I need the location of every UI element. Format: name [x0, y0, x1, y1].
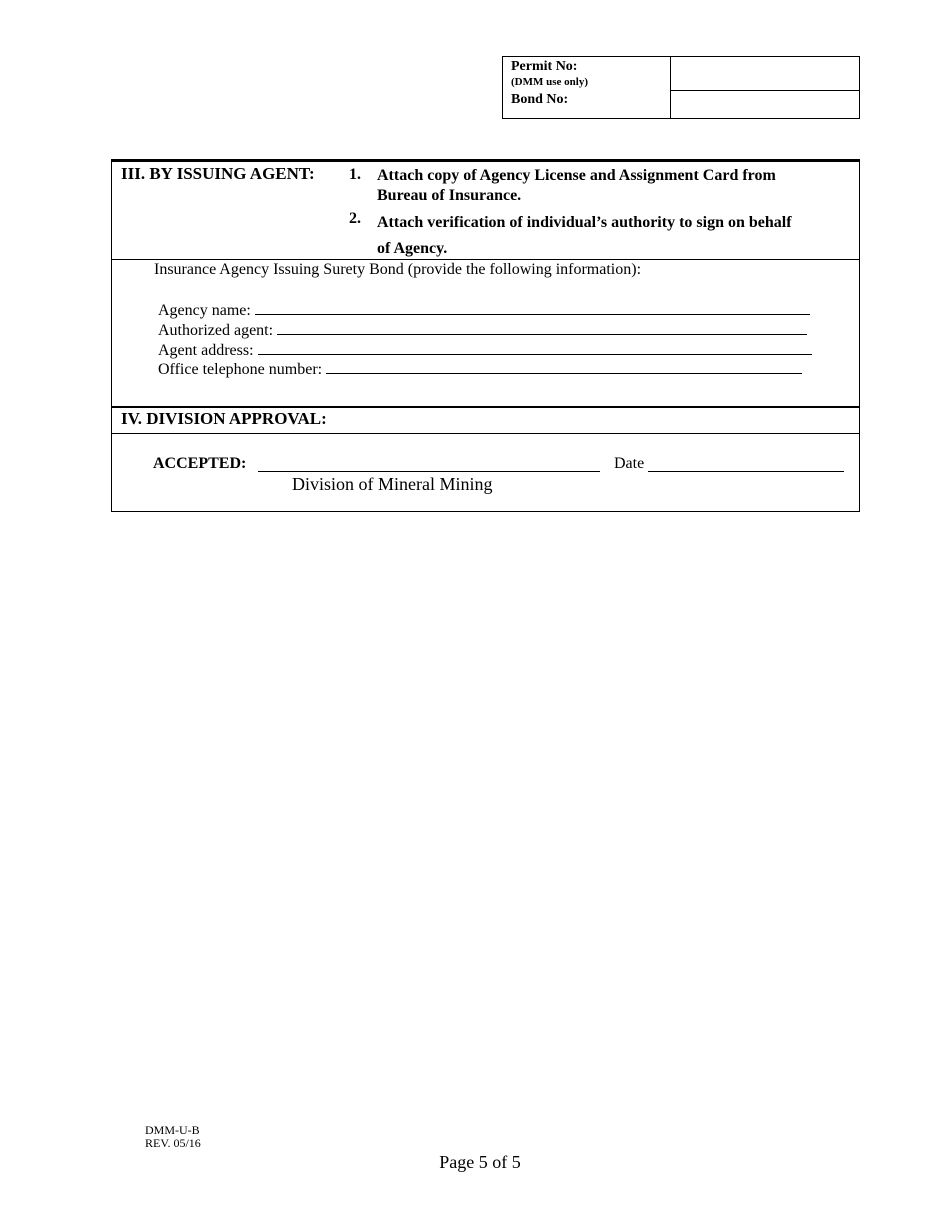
- authorized-agent-row: [158, 319, 807, 340]
- permit-bond-box: [502, 56, 860, 119]
- issuing-agent-form: [111, 159, 860, 512]
- agent-address-label: Agent address:: [158, 342, 254, 359]
- accepted-label: ACCEPTED:: [153, 455, 247, 472]
- item-1-text: [377, 166, 776, 206]
- item-2-number: 2.: [349, 210, 361, 227]
- agent-address-input[interactable]: [258, 339, 812, 355]
- form-code-block: [145, 1124, 201, 1150]
- agency-name-label: Agency name:: [158, 302, 251, 319]
- date-input[interactable]: [648, 471, 844, 472]
- form-code: DMM-U-B: [145, 1123, 200, 1137]
- permit-no-field[interactable]: [671, 57, 859, 91]
- form-revision: REV. 05/16: [145, 1136, 201, 1150]
- office-phone-input[interactable]: [326, 358, 802, 374]
- divider: [112, 259, 859, 260]
- agent-address-row: [158, 339, 812, 360]
- item-1-number: 1.: [349, 166, 361, 183]
- section-divider: [112, 406, 859, 408]
- permit-no-label: Permit No:: [511, 59, 578, 74]
- divider: [112, 433, 859, 434]
- authorized-agent-input[interactable]: [277, 319, 807, 335]
- agency-name-row: [158, 299, 810, 320]
- office-phone-row: [158, 358, 802, 379]
- agency-name-input[interactable]: [255, 299, 810, 315]
- item-1-line-2: Bureau of Insurance.: [377, 187, 522, 204]
- bond-no-label: Bond No:: [511, 92, 569, 107]
- permit-values-column: [671, 57, 859, 118]
- item-2-text: [377, 210, 792, 262]
- bond-no-field[interactable]: [671, 91, 859, 118]
- item-2-line-2: of Agency.: [377, 240, 448, 257]
- accepted-signature-input[interactable]: [258, 471, 600, 472]
- section-4-heading: IV. DIVISION APPROVAL:: [121, 409, 327, 428]
- item-2-line-1: Attach verification of individual’s authority to sign on behalf: [377, 214, 792, 231]
- item-1-line-1: Attach copy of Agency License and Assignment Card from: [377, 167, 776, 184]
- office-phone-label: Office telephone number:: [158, 361, 323, 378]
- permit-labels-column: [503, 57, 671, 118]
- dmm-use-only-note: (DMM use only): [511, 76, 588, 88]
- division-name: Division of Mineral Mining: [292, 474, 493, 494]
- section-3-heading: III. BY ISSUING AGENT:: [121, 164, 315, 183]
- date-label: Date: [614, 455, 645, 472]
- authorized-agent-label: Authorized agent:: [158, 322, 274, 339]
- surety-bond-intro: Insurance Agency Issuing Surety Bond (provide the following information):: [154, 261, 642, 278]
- page-number: Page 5 of 5: [439, 1152, 521, 1172]
